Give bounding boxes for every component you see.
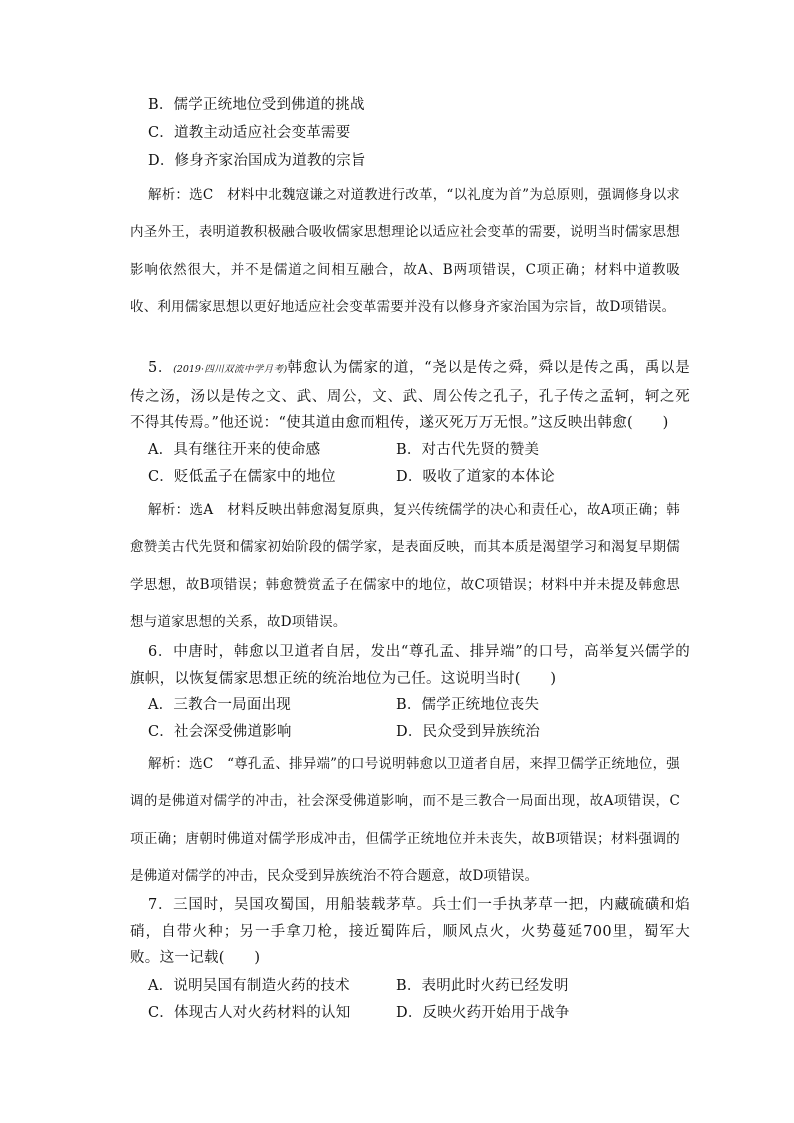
q4-analysis: 解析：选C 材料中北魏寇谦之对道教进行改革，“以礼度为首”为总原则，强调修身以求内圣外王，表明道教积极融合吸收儒家思想理论以适应社会变革的需要，说明当时儒家思想影响依然很大，并不是儒道之间相互融合，故A、B两项错误，C项正确；材料中道教吸收、利用儒家思想以更好地适应社会变革需要并没有以修身齐家治国为宗旨，故D项错误。	[130, 187, 680, 315]
q6-option-c: C．社会深受佛道影响	[148, 724, 292, 740]
q7-stem-text: 三国时，吴国攻蜀国，用船装载茅草。兵士们一手执茅草一把，内藏硫磺和焰硝，自带火种；另一手拿刀枪，接近蜀阵后，顺风点火，火势蔓延700里，蜀军大败。这一记载( )	[130, 897, 690, 966]
q5-option-d: D．吸收了道家的本体论	[396, 469, 555, 485]
q7-option-b: B．表明此时火药已经发明	[396, 978, 569, 994]
q6-option-b: B．儒学正统地位丧失	[396, 697, 540, 713]
q5-option-b: B．对古代先贤的赞美	[396, 442, 540, 458]
q7-option-a: A．说明吴国有制造火药的技术	[148, 978, 350, 994]
q5-option-a: A．具有继往开来的使命感	[148, 442, 321, 458]
q4-option-d: D．修身齐家治国成为道教的宗旨	[148, 153, 366, 169]
q5-analysis: 解析：选A 材料反映出韩愈渴复原典，复兴传统儒学的决心和责任心，故A项正确；韩愈赞美古代先贤和儒家初始阶段的儒学家，是表面反映，而其本质是渴望学习和渴复早期儒学思想，故B项错误；韩愈赞赏孟子在儒家中的地位，故C项错误；材料中并未提及韩愈思想与道家思想的关系，故D项错误。	[130, 502, 680, 630]
q5-stem-text: 韩愈认为儒家的道，“尧以是传之舜，舜以是传之禹，禹以是传之汤，汤以是传之文、武、周公，文、武、周公传之孔子，孔子传之孟轲，轲之死不得其传焉。”他还说：“使其道由愈而粗传，遂灭死万万无恨。”这反映出韩愈( )	[130, 360, 691, 431]
q6-option-a: A．三教合一局面出现	[148, 697, 291, 713]
q7-number: 7．	[148, 897, 174, 913]
q6-number: 6．	[148, 644, 174, 660]
q6-stem-text: 中唐时，韩愈以卫道者自居，发出“尊孔孟、排异端”的口号，高举复兴儒学的旗帜，以恢复儒家思想正统的统治地位为己任。这说明当时( )	[130, 644, 691, 687]
q5-option-c: C．贬低孟子在儒家中的地位	[148, 469, 336, 485]
q5-number: 5．	[148, 360, 174, 376]
q6-option-d: D．民众受到异族统治	[396, 724, 541, 740]
q6-stem	[130, 639, 690, 692]
q4-option-b: B．儒学正统地位受到佛道的挑战	[148, 97, 365, 113]
q5-source: (2019·四川双流中学月考)	[173, 364, 288, 375]
q7-option-c: C．体现古人对火药材料的认知	[148, 1005, 351, 1021]
q7-option-d: D．反映火药开始用于战争	[396, 1005, 570, 1021]
q4-option-c: C．道教主动适应社会变革需要	[148, 125, 351, 141]
q5-stem	[130, 355, 690, 437]
q7-stem	[130, 892, 690, 972]
q6-analysis: 解析：选C “尊孔孟、排异端”的口号说明韩愈以卫道者自居，来捍卫儒学正统地位，强调的是佛道对儒学的冲击，社会深受佛道影响，而不是三教合一局面出现，故A项错误，C项正确；唐朝时佛道对儒学形成冲击，但儒学正统地位并未丧失，故B项错误；材料强调的是佛道对儒学的冲击，民众受到异族统治不符合题意，故D项错误。	[130, 756, 680, 884]
